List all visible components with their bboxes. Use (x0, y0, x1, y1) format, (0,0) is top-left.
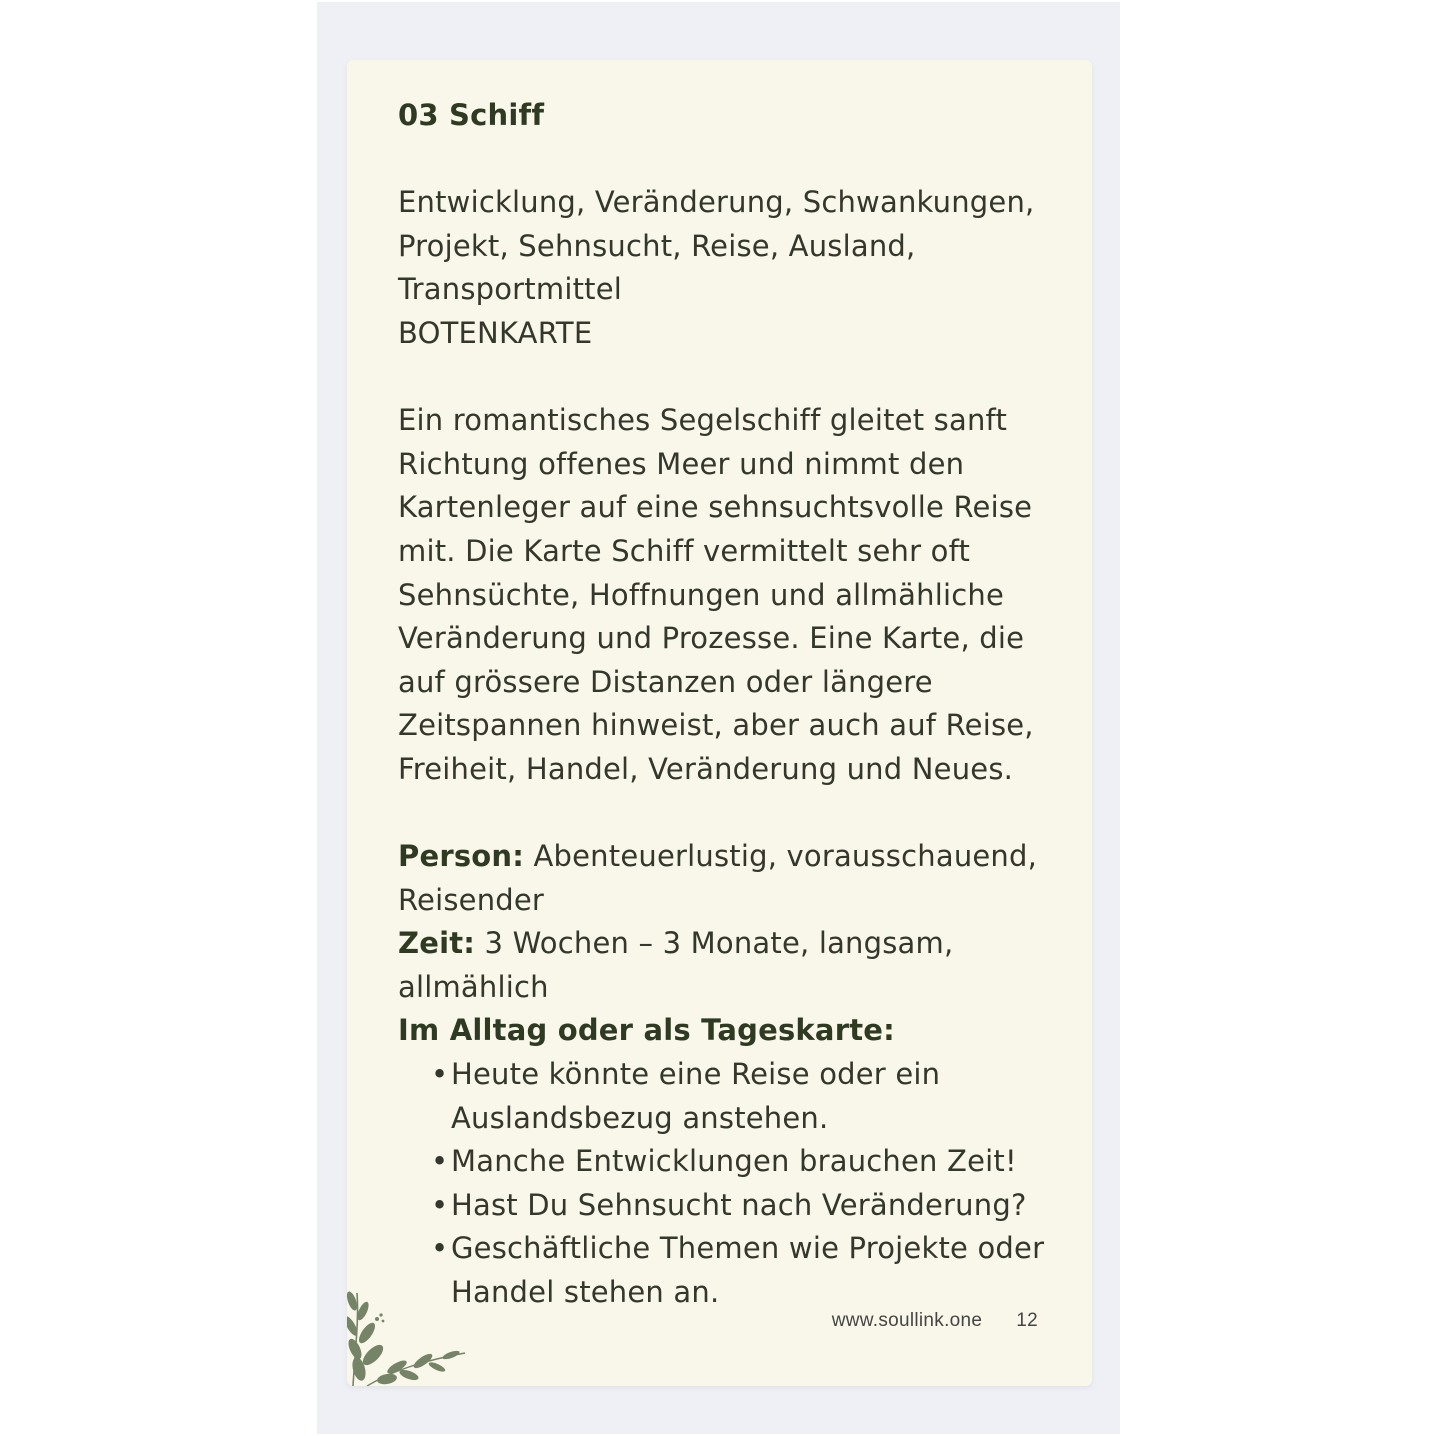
keywords-line: Transportmittel (398, 272, 623, 307)
alltag-label: Im Alltag oder als Tageskarte: (398, 1013, 895, 1048)
card-type-label: BOTENKARTE (398, 315, 593, 350)
person-text: Reisender (398, 882, 545, 917)
card-content (398, 94, 1068, 1315)
description-line: Sehnsüchte, Hoffnungen und allmähliche (398, 577, 1004, 612)
list-item: • Heute könnte eine Reise oder ein Auslandsbezug anstehen. (431, 1053, 1068, 1140)
list-item: • Geschäftliche Themen wie Projekte oder Handel stehen an. (431, 1227, 1068, 1314)
website-link[interactable]: www.soullink.one (831, 1310, 983, 1331)
person-section (398, 835, 1068, 922)
keywords-line: Entwicklung, Veränderung, Schwankungen, (398, 185, 1035, 220)
description-line: mit. Die Karte Schiff vermittelt sehr oft (398, 533, 971, 568)
person-label: Person: (398, 839, 525, 874)
alltag-section (398, 1009, 1068, 1314)
person-text: Abenteuerlustig, vorausschauend, (524, 839, 1038, 874)
zeit-text: 3 Wochen – 3 Monate, langsam, (475, 926, 954, 961)
description-line: Richtung offenes Meer und nimmt den (398, 446, 965, 481)
description-line: Ein romantisches Segelschiff gleitet sanft (398, 403, 1008, 438)
oracle-card-page (347, 60, 1092, 1386)
description-line: Zeitspannen hinweist, aber auch auf Reise, (398, 708, 1034, 743)
list-item: • Hast Du Sehnsucht nach Veränderung? (431, 1184, 1068, 1228)
zeit-label: Zeit: (398, 926, 476, 961)
description-line: auf grössere Distanzen oder längere (398, 664, 933, 699)
description-line: Freiheit, Handel, Veränderung und Neues. (398, 751, 1014, 786)
card-title: 03 Schiff (398, 98, 545, 132)
leaf-decoration-icon (347, 1271, 477, 1386)
list-item: • Manche Entwicklungen brauchen Zeit! (431, 1140, 1068, 1184)
description (398, 399, 1068, 791)
keywords-line: Projekt, Sehnsucht, Reise, Ausland, (398, 228, 916, 263)
zeit-section (398, 922, 1068, 1009)
description-line: Kartenleger auf eine sehnsuchtsvolle Reise (398, 490, 1033, 525)
alltag-bullet-list (398, 1053, 1068, 1315)
page-footer (832, 1310, 1038, 1332)
zeit-text: allmählich (398, 969, 549, 1004)
page-number: 12 (1016, 1310, 1038, 1331)
keywords (398, 181, 1068, 355)
description-line: Veränderung und Prozesse. Eine Karte, die (398, 621, 1025, 656)
